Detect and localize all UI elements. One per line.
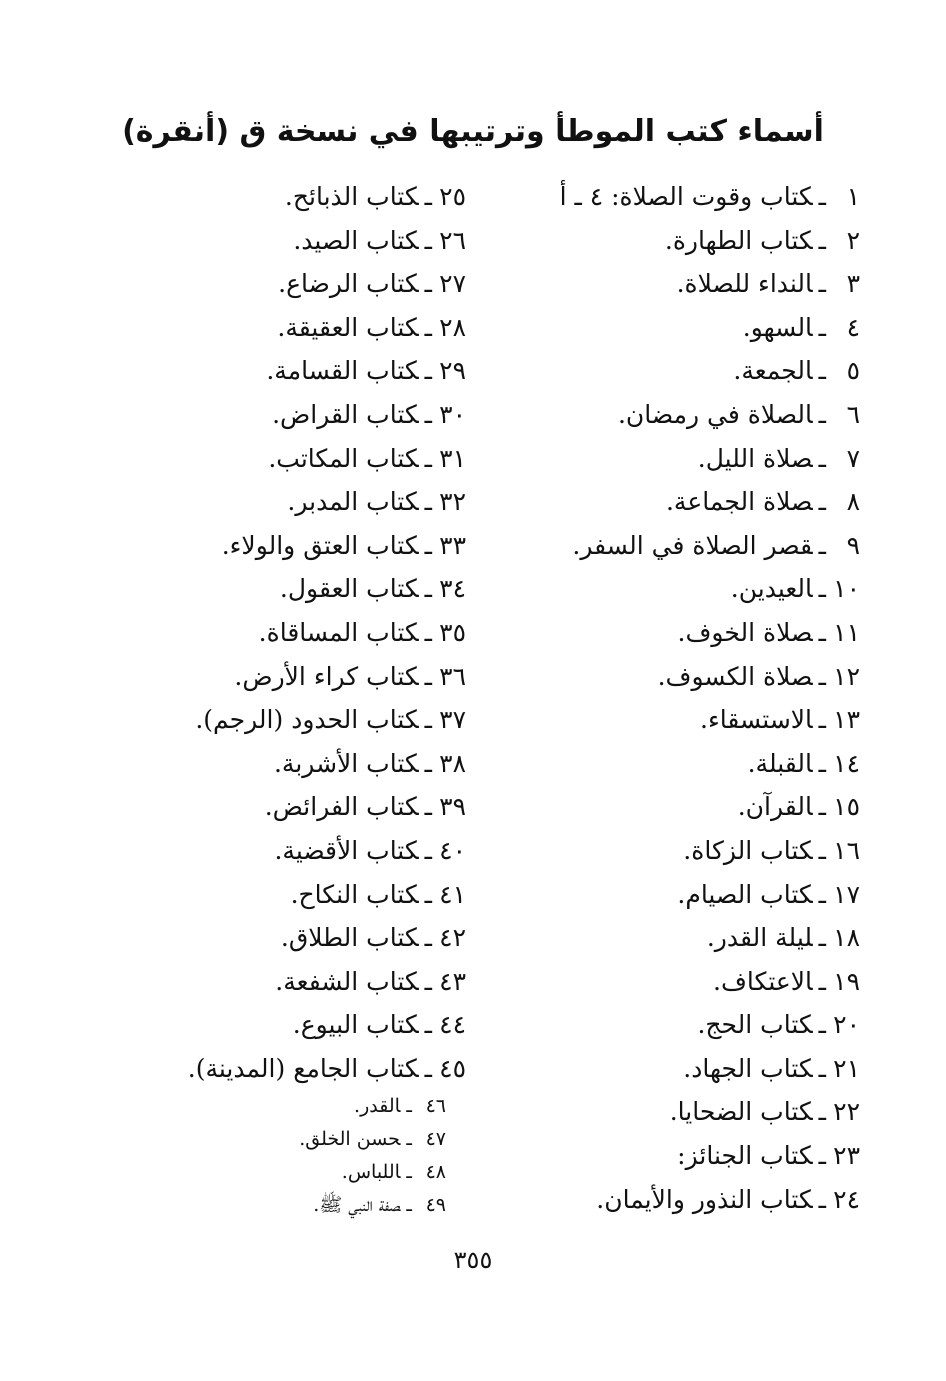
list-item: ٤ـالسهو. bbox=[530, 306, 860, 350]
item-text: كتاب الصيد. bbox=[293, 225, 419, 255]
list-item: ٣٢ـكتاب المدبر. bbox=[166, 480, 466, 524]
item-text: كتاب القراض. bbox=[272, 399, 419, 429]
item-number: ٤٢ bbox=[439, 923, 466, 953]
sub-list-item: ٤٦ـالقدر. bbox=[166, 1090, 466, 1123]
list-item: ٦ـالصلاة في رمضان. bbox=[530, 393, 860, 437]
item-number: ٣٧ bbox=[439, 705, 466, 735]
item-text: قصر الصلاة في السفر. bbox=[572, 530, 813, 560]
item-number: ١٧ bbox=[833, 879, 860, 909]
item-text: اللباس. bbox=[341, 1161, 401, 1184]
item-number: ١٢ bbox=[833, 661, 860, 691]
item-text: كتاب الحدود (الرجم). bbox=[195, 705, 419, 735]
item-number: ٢١ bbox=[833, 1053, 860, 1083]
list-item: ٢٨ـكتاب العقيقة. bbox=[166, 306, 466, 350]
item-text: كتاب الزكاة. bbox=[683, 835, 813, 865]
list-item: ٢٦ـكتاب الصيد. bbox=[166, 219, 466, 263]
item-number: ٤٠ bbox=[439, 835, 466, 865]
item-text: الاعتكاف. bbox=[713, 966, 813, 996]
item-text: كتاب الشفعة. bbox=[275, 966, 419, 996]
item-number: ٣٩ bbox=[439, 792, 466, 822]
item-text: القدر. bbox=[354, 1095, 401, 1118]
list-item: ٤٤ـكتاب البيوع. bbox=[166, 1003, 466, 1047]
item-number: ٢٧ bbox=[439, 269, 466, 299]
item-number: ١٣ bbox=[833, 705, 860, 735]
item-number: ٣٠ bbox=[439, 399, 466, 429]
item-number: ١٩ bbox=[833, 966, 860, 996]
list-item: ٩ـقصر الصلاة في السفر. bbox=[530, 524, 860, 568]
list-item: ٢٢ـكتاب الضحايا. bbox=[530, 1090, 860, 1134]
list-item: ١١ـصلاة الخوف. bbox=[530, 611, 860, 655]
item-text: حسن الخلق. bbox=[299, 1128, 401, 1151]
list-item: ١٦ـكتاب الزكاة. bbox=[530, 829, 860, 873]
item-text: الصلاة في رمضان. bbox=[617, 399, 813, 429]
item-text: صلاة الخوف. bbox=[677, 617, 813, 647]
item-number: ٣٢ bbox=[439, 487, 466, 517]
item-number: ٧ bbox=[846, 443, 860, 473]
item-text: ليلة القدر. bbox=[706, 923, 813, 953]
item-number: ٤١ bbox=[439, 879, 466, 909]
list-item: ٤٥ـكتاب الجامع (المدينة). bbox=[166, 1047, 466, 1091]
item-number: ٥ bbox=[846, 356, 860, 386]
item-number: ٢٢ bbox=[833, 1097, 860, 1127]
list-item: ٢ـكتاب الطهارة. bbox=[530, 219, 860, 263]
list-item: ٤٠ـكتاب الأقضية. bbox=[166, 829, 466, 873]
list-item: ٢٠ـكتاب الحج. bbox=[530, 1003, 860, 1047]
item-number: ٤٩ bbox=[425, 1194, 446, 1217]
item-number: ٤ bbox=[846, 312, 860, 342]
list-item: ١٩ـالاعتكاف. bbox=[530, 960, 860, 1004]
item-number: ٢٤ bbox=[833, 1184, 860, 1214]
item-text: كتاب العتق والولاء. bbox=[221, 530, 419, 560]
sub-list-item: ٤٧ـحسن الخلق. bbox=[166, 1123, 466, 1156]
item-text: كتاب النكاح. bbox=[290, 879, 419, 909]
item-number: ٤٤ bbox=[439, 1010, 466, 1040]
list-item: ٥ـالجمعة. bbox=[530, 349, 860, 393]
item-text: العيدين. bbox=[730, 574, 813, 604]
item-number: ٣٥ bbox=[439, 617, 466, 647]
item-text: كتاب الرضاع. bbox=[278, 269, 419, 299]
item-number: ١٤ bbox=[833, 748, 860, 778]
item-number: ١٥ bbox=[833, 792, 860, 822]
item-number: ٣٦ bbox=[439, 661, 466, 691]
item-text: كتاب الأشربة. bbox=[273, 748, 419, 778]
list-item: ٢٤ـكتاب النذور والأيمان. bbox=[530, 1178, 860, 1222]
page-number: ٣٥٥ bbox=[453, 1246, 493, 1274]
list-item: ١ـكتاب وقوت الصلاة: ٤ ـ أ bbox=[530, 175, 860, 219]
item-text: كتاب المساقاة. bbox=[258, 617, 419, 647]
list-item: ٨ـصلاة الجماعة. bbox=[530, 480, 860, 524]
item-number: ٢ bbox=[846, 225, 860, 255]
item-text: صلاة الليل. bbox=[697, 443, 813, 473]
item-text: كتاب الصيام. bbox=[677, 879, 813, 909]
list-item: ٤٣ـكتاب الشفعة. bbox=[166, 960, 466, 1004]
item-number: ٢٠ bbox=[833, 1010, 860, 1040]
item-text: كتاب الفرائض. bbox=[264, 792, 419, 822]
item-number: ٣٣ bbox=[439, 530, 466, 560]
item-text: كتاب الضحايا. bbox=[669, 1097, 813, 1127]
item-number: ٤٧ bbox=[425, 1128, 446, 1151]
item-number: ٤٨ bbox=[425, 1161, 446, 1184]
item-text: كتاب البيوع. bbox=[292, 1010, 419, 1040]
item-text: كتاب كراء الأرض. bbox=[234, 661, 419, 691]
item-text: كتاب الجهاد. bbox=[683, 1053, 813, 1083]
item-number: ٢٩ bbox=[439, 356, 466, 386]
item-text: النداء للصلاة. bbox=[676, 269, 813, 299]
list-item: ٤١ـكتاب النكاح. bbox=[166, 873, 466, 917]
list-item: ٣٤ـكتاب العقول. bbox=[166, 567, 466, 611]
list-item: ١٠ـالعيدين. bbox=[530, 567, 860, 611]
item-text: الجمعة. bbox=[733, 356, 813, 386]
list-item: ٤٢ـكتاب الطلاق. bbox=[166, 916, 466, 960]
list-item: ٣٧ـكتاب الحدود (الرجم). bbox=[166, 698, 466, 742]
list-item: ٢٧ـكتاب الرضاع. bbox=[166, 262, 466, 306]
sub-list-item: ٤٩ـصفة النبي ﷺ. bbox=[166, 1189, 466, 1222]
sub-list-item: ٤٨ـاللباس. bbox=[166, 1156, 466, 1189]
list-item: ٢٩ـكتاب القسامة. bbox=[166, 349, 466, 393]
chapter-list-right bbox=[530, 175, 860, 1221]
item-number: ٣٤ bbox=[439, 574, 466, 604]
item-text: كتاب الجنائز: bbox=[677, 1141, 813, 1171]
item-number: ٤٣ bbox=[439, 966, 466, 996]
list-item: ٣٦ـكتاب كراء الأرض. bbox=[166, 655, 466, 699]
list-item: ٣٣ـكتاب العتق والولاء. bbox=[166, 524, 466, 568]
list-item: ١٤ـالقبلة. bbox=[530, 742, 860, 786]
item-number: ١٠ bbox=[833, 574, 860, 604]
item-text: كتاب الحج. bbox=[697, 1010, 813, 1040]
item-number: ٢٨ bbox=[439, 312, 466, 342]
item-number: ١٨ bbox=[833, 923, 860, 953]
item-number: ٩ bbox=[846, 530, 860, 560]
list-item: ١٥ـالقرآن. bbox=[530, 785, 860, 829]
item-number: ٤٦ bbox=[425, 1095, 446, 1118]
list-item: ٣٥ـكتاب المساقاة. bbox=[166, 611, 466, 655]
item-text: كتاب الأقضية. bbox=[274, 835, 419, 865]
item-text: القرآن. bbox=[737, 792, 813, 822]
list-item: ٣ـالنداء للصلاة. bbox=[530, 262, 860, 306]
item-text: كتاب الطلاق. bbox=[280, 923, 419, 953]
item-text: كتاب الجامع (المدينة). bbox=[187, 1053, 419, 1083]
list-item: ٧ـصلاة الليل. bbox=[530, 437, 860, 481]
list-item: ١٣ـالاستسقاء. bbox=[530, 698, 860, 742]
item-text: كتاب المكاتب. bbox=[268, 443, 419, 473]
item-number: ١١ bbox=[833, 617, 860, 647]
item-text: كتاب العقول. bbox=[279, 574, 419, 604]
item-text: كتاب الطهارة. bbox=[664, 225, 813, 255]
item-number: ١٦ bbox=[833, 835, 860, 865]
item-number: ٣٨ bbox=[439, 748, 466, 778]
item-number: ٢٣ bbox=[833, 1141, 860, 1171]
list-item: ٢١ـكتاب الجهاد. bbox=[530, 1047, 860, 1091]
item-number: ٣ bbox=[846, 269, 860, 299]
item-text: صلاة الكسوف. bbox=[657, 661, 813, 691]
item-text: كتاب القسامة. bbox=[266, 356, 419, 386]
list-item: ٢٥ـكتاب الذبائح. bbox=[166, 175, 466, 219]
item-text: كتاب المدبر. bbox=[287, 487, 419, 517]
item-text: القبلة. bbox=[747, 748, 813, 778]
item-number: ٢٦ bbox=[439, 225, 466, 255]
list-item: ١٨ـليلة القدر. bbox=[530, 916, 860, 960]
list-item: ٣٩ـكتاب الفرائض. bbox=[166, 785, 466, 829]
list-item: ١٧ـكتاب الصيام. bbox=[530, 873, 860, 917]
item-text: كتاب العقيقة. bbox=[277, 312, 419, 342]
page-title: أسماء كتب الموطأ وترتيبها في نسخة ق (أنقرة) bbox=[122, 114, 824, 149]
list-item: ٣١ـكتاب المكاتب. bbox=[166, 437, 466, 481]
item-number: ٣١ bbox=[439, 443, 466, 473]
item-number: ٨ bbox=[846, 487, 860, 517]
chapter-list-left bbox=[166, 175, 466, 1222]
list-item: ٣٠ـكتاب القراض. bbox=[166, 393, 466, 437]
item-number: ١ bbox=[846, 182, 860, 211]
item-text: كتاب الذبائح. bbox=[284, 182, 419, 211]
item-text: كتاب النذور والأيمان. bbox=[596, 1184, 813, 1214]
item-text: صفة النبي ﷺ. bbox=[313, 1194, 401, 1217]
list-item: ٢٣ـكتاب الجنائز: bbox=[530, 1134, 860, 1178]
item-text: السهو. bbox=[742, 312, 813, 342]
item-number: ٤٥ bbox=[439, 1053, 466, 1083]
list-item: ١٢ـصلاة الكسوف. bbox=[530, 655, 860, 699]
item-text: صلاة الجماعة. bbox=[665, 487, 813, 517]
item-number: ٢٥ bbox=[439, 182, 466, 211]
item-number: ٦ bbox=[846, 399, 860, 429]
list-item: ٣٨ـكتاب الأشربة. bbox=[166, 742, 466, 786]
item-text: الاستسقاء. bbox=[700, 705, 813, 735]
item-text: كتاب وقوت الصلاة: ٤ ـ أ bbox=[559, 182, 813, 211]
